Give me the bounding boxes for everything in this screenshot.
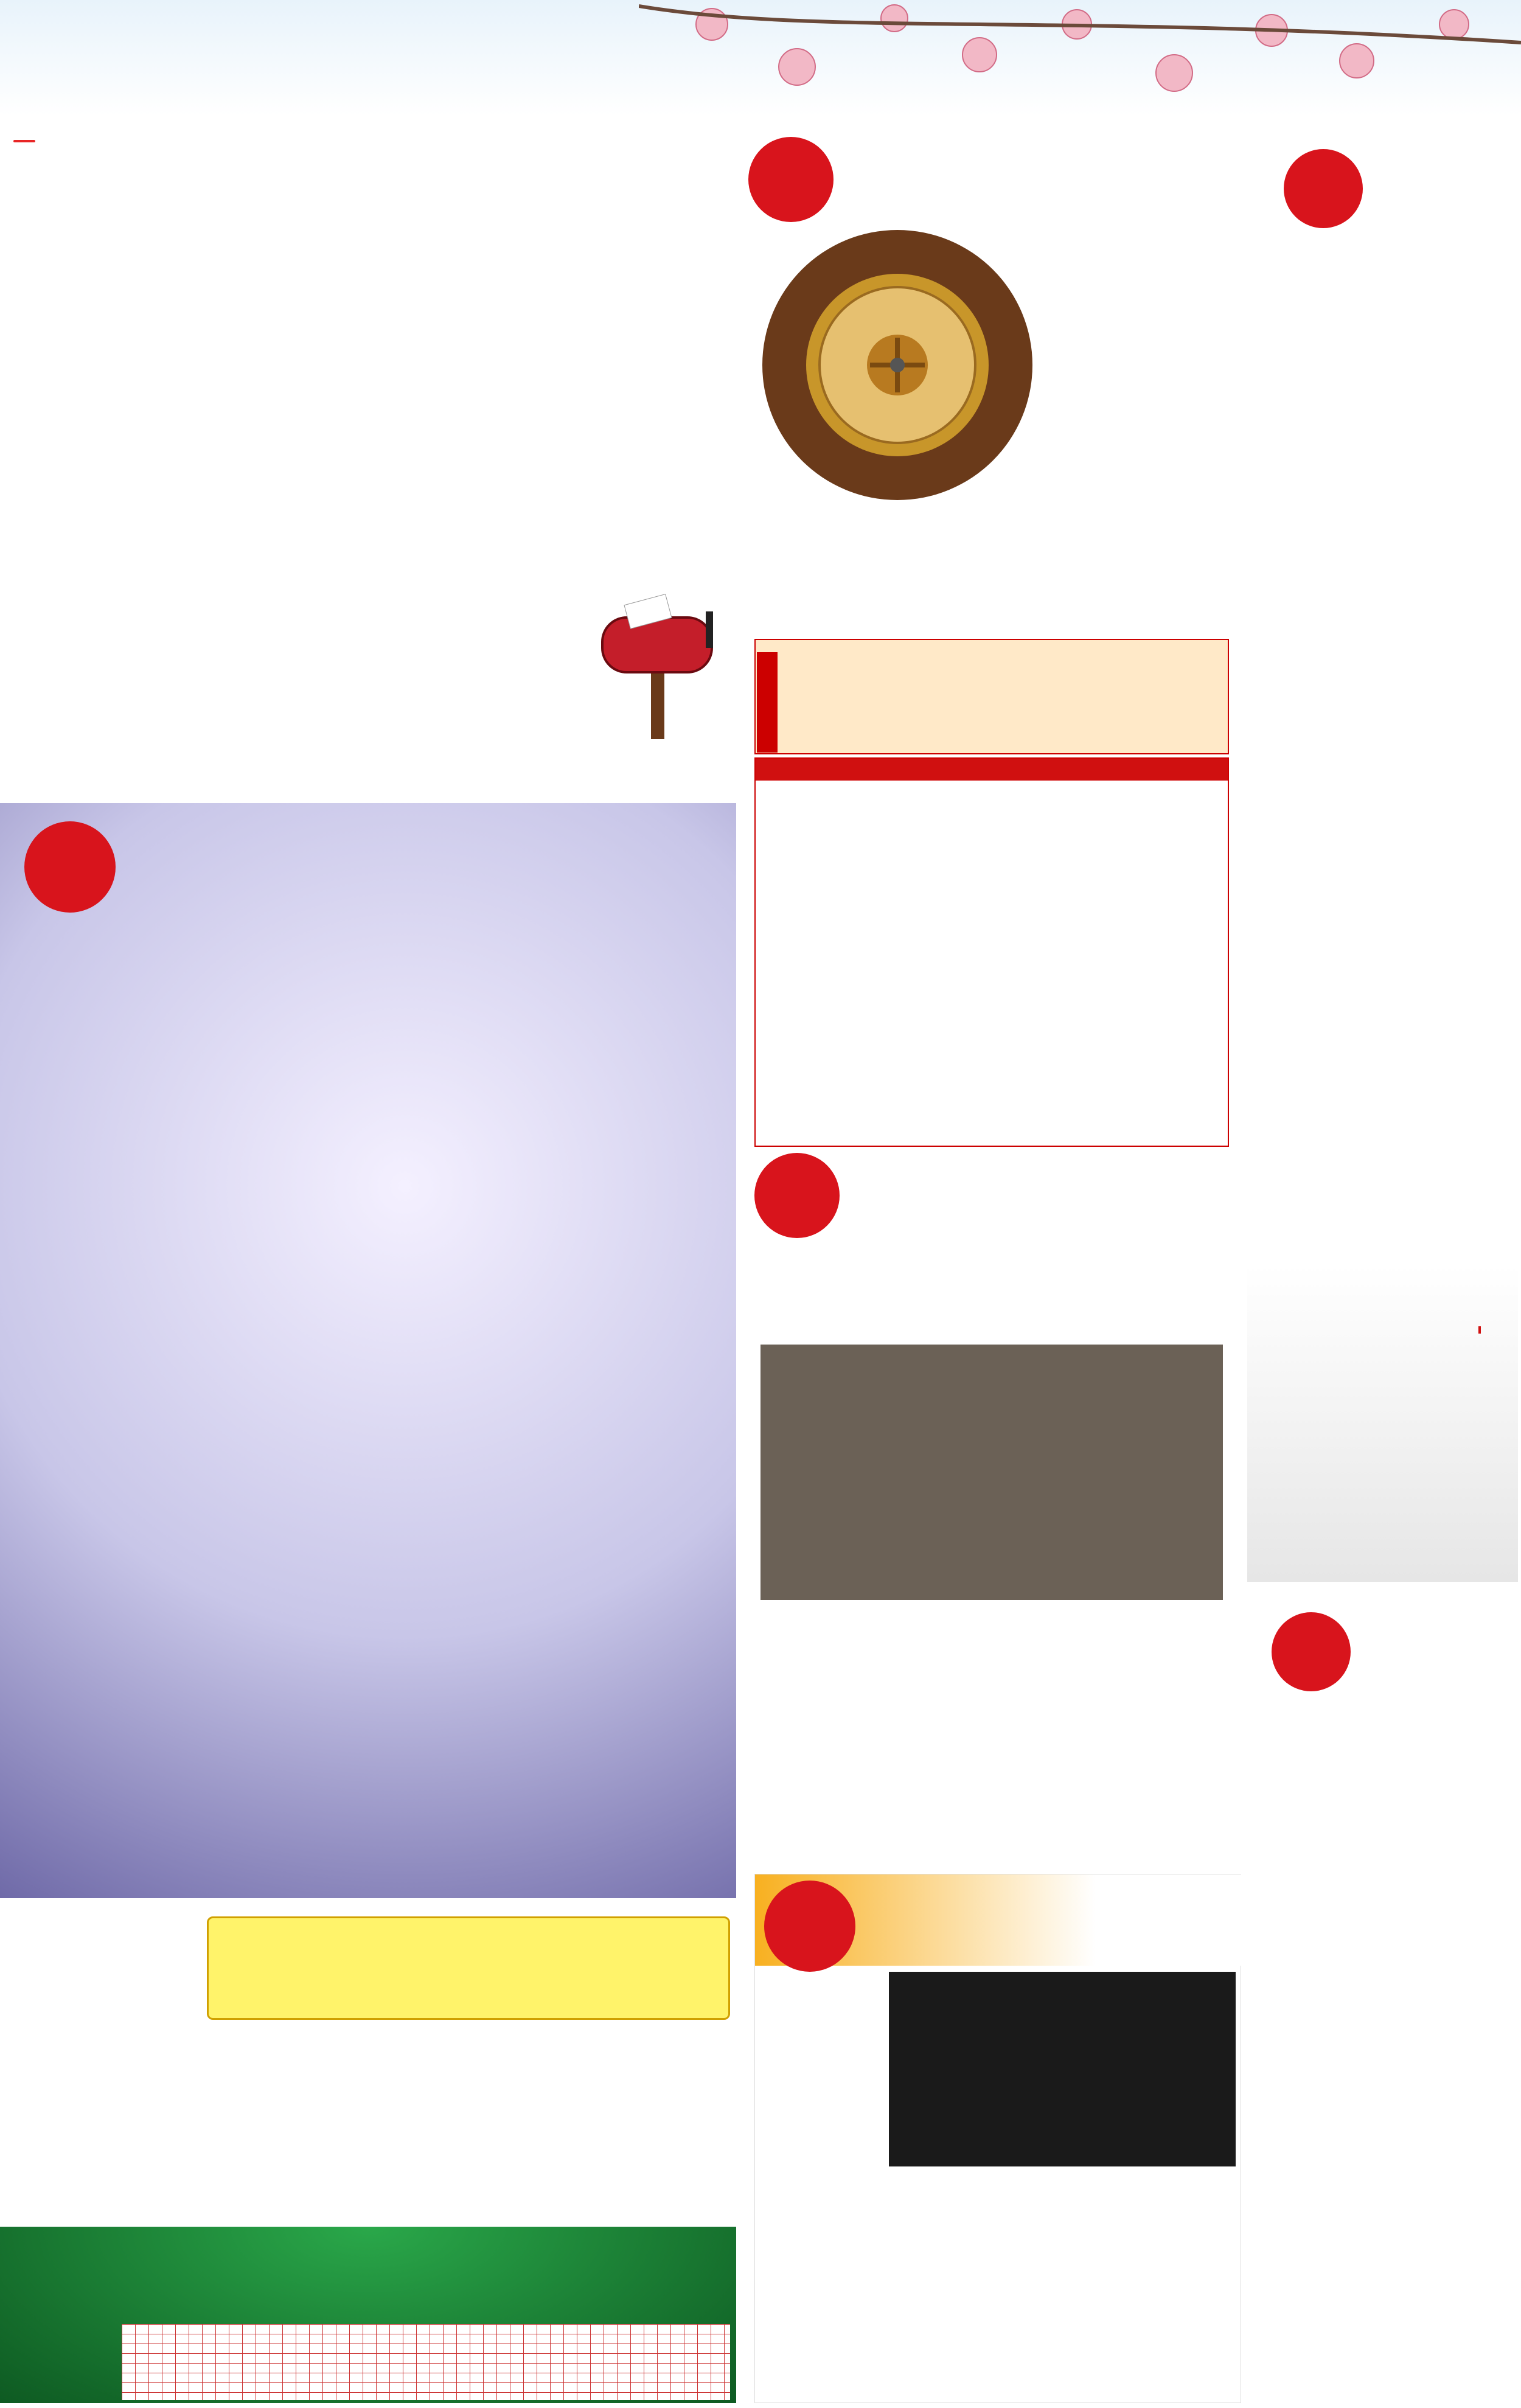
lhc-section: [0, 803, 736, 1898]
tema-poem-box: [207, 1916, 730, 2020]
youhua-text-2: [1253, 2111, 1512, 2391]
page-header: [0, 0, 1521, 116]
stones-section: [748, 1150, 1235, 1862]
qiankun-section: [748, 137, 1235, 636]
stats-section: [754, 757, 1229, 1147]
reader-title: [13, 140, 35, 142]
lhc-badge: [24, 821, 116, 913]
zhuizong-section: [1247, 137, 1518, 1232]
qiankun-badge: [748, 137, 834, 222]
color-summary: [754, 639, 1229, 754]
summary-side: [757, 652, 778, 753]
heat-board: [889, 1972, 1236, 2166]
poem-badge: [1478, 1326, 1481, 1334]
blossom-decoration: [639, 0, 1521, 116]
youhua-section: [1247, 1606, 1518, 2403]
tema-board: [0, 2227, 736, 2403]
stones-badge: [754, 1153, 840, 1238]
youhua-text: [1253, 1737, 1512, 2102]
danzhan-section: [754, 1874, 1241, 2403]
zhuizong-badge: [1284, 149, 1363, 228]
board-grid: [122, 2324, 730, 2400]
reader-col1: [12, 192, 365, 199]
poem-section: [1247, 1265, 1518, 1582]
stats-title: [756, 759, 1228, 781]
roulette-wheel: [761, 228, 1034, 502]
stones-photo: [761, 1345, 1223, 1600]
zhuizong-text: [1253, 234, 1512, 1074]
tema-section: [0, 1910, 736, 2403]
reader-section: [6, 137, 736, 788]
youhua-badge: [1272, 1612, 1351, 1691]
reader-col2: [377, 192, 730, 200]
mailbox-illustration: [590, 593, 730, 745]
danzhan-badge: [764, 1881, 855, 1972]
